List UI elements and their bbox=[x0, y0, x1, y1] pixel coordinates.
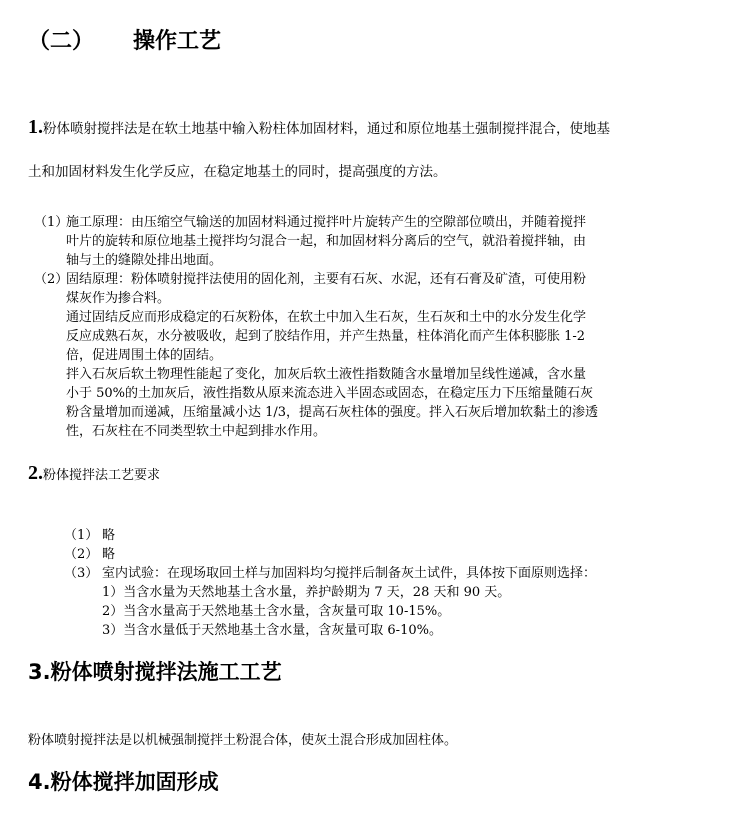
list-item-line: 轴与土的缝隙处排出地面。 bbox=[66, 253, 223, 268]
section-3-text: 粉体喷射搅拌法是以机械强制搅拌土粉混合体，使灰土混合形成加固柱体。 bbox=[28, 733, 458, 748]
section-1-number: 1. bbox=[28, 116, 43, 138]
list-item-text: 室内试验：在现场取回土样与加固料均匀搅拌后制备灰土试件，具体按下面原则选择： bbox=[102, 566, 597, 581]
section-1-line-1: 粉体喷射搅拌法是在软土地基中输入粉柱体加固材料，通过和原位地基土强制搅拌混合，使地基 bbox=[43, 121, 610, 137]
section-title: 操作工艺 bbox=[133, 29, 222, 54]
list-item-line: 反应成熟石灰，水分被吸收，起到了胶结作用，并产生热量，柱体消化而产生体积膨胀 1-2 bbox=[66, 329, 586, 344]
list-marker: （2） bbox=[64, 547, 99, 562]
list-item-text: 略 bbox=[102, 547, 116, 562]
list-item-line: 倍，促进周围土体的固结。 bbox=[66, 348, 223, 363]
sub-item: 3）当含水量低于天然地基土含水量，含灰量可取 6-10%。 bbox=[102, 623, 442, 638]
section-2-heading bbox=[28, 462, 160, 485]
section-1-intro bbox=[28, 116, 610, 139]
list-item-line: 固结原理：粉体喷射搅拌法使用的固化剂，主要有石灰、水泥，还有石膏及矿渣，可使用粉 bbox=[66, 272, 587, 287]
section-2-number: 2. bbox=[28, 462, 43, 484]
list-item-line: 叶片的旋转和原位地基土搅拌均匀混合一起，和加固材料分离后的空气，就沿着搅拌轴，由 bbox=[66, 234, 587, 249]
list-item-line: 性，石灰柱在不同类型软土中起到排水作用。 bbox=[66, 424, 327, 439]
list-marker: （1） bbox=[34, 215, 69, 230]
list-item-line: 施工原理：由压缩空气输送的加固材料通过搅拌叶片旋转产生的空隙部位喷出，并随着搅拌 bbox=[66, 215, 587, 230]
list-item-line: 小于 50%的土加灰后，液性指数从原来流态进入半固态或固态，在稳定压力下压缩量随石灰 bbox=[66, 386, 594, 401]
section-4-title: 4.粉体搅拌加固形成 bbox=[28, 770, 219, 794]
list-marker: （1） bbox=[64, 528, 99, 543]
list-item-line: 通过固结反应而形成稳定的石灰粉体，在软土中加入生石灰，生石灰和土中的水分发生化学 bbox=[66, 310, 587, 325]
section-2-title: 粉体搅拌法工艺要求 bbox=[43, 468, 161, 483]
list-item-line: 煤灰作为掺合料。 bbox=[66, 291, 171, 306]
list-marker: （3） bbox=[64, 566, 99, 581]
list-item-line: 粉含量增加而递减，压缩量减小达 1/3，提高石灰柱体的强度。拌入石灰后增加软黏土的渗透 bbox=[66, 405, 599, 420]
list-item-line: 拌入石灰后软土物理性能起了变化，加灰后软土液性指数随含水量增加呈线性递减，含水量 bbox=[66, 367, 587, 382]
sub-item: 2）当含水量高于天然地基土含水量，含灰量可取 10-15%。 bbox=[102, 604, 451, 619]
section-3-title: 3.粉体喷射搅拌法施工工艺 bbox=[28, 660, 282, 684]
section-1-line-2: 土和加固材料发生化学反应，在稳定地基土的同时，提高强度的方法。 bbox=[28, 164, 447, 180]
section-label: （二） bbox=[28, 29, 95, 54]
sub-item: 1）当含水量为天然地基土含水量，养护龄期为 7 天，28 天和 90 天。 bbox=[102, 585, 511, 600]
list-item-text: 略 bbox=[102, 528, 116, 543]
list-marker: （2） bbox=[34, 272, 69, 287]
